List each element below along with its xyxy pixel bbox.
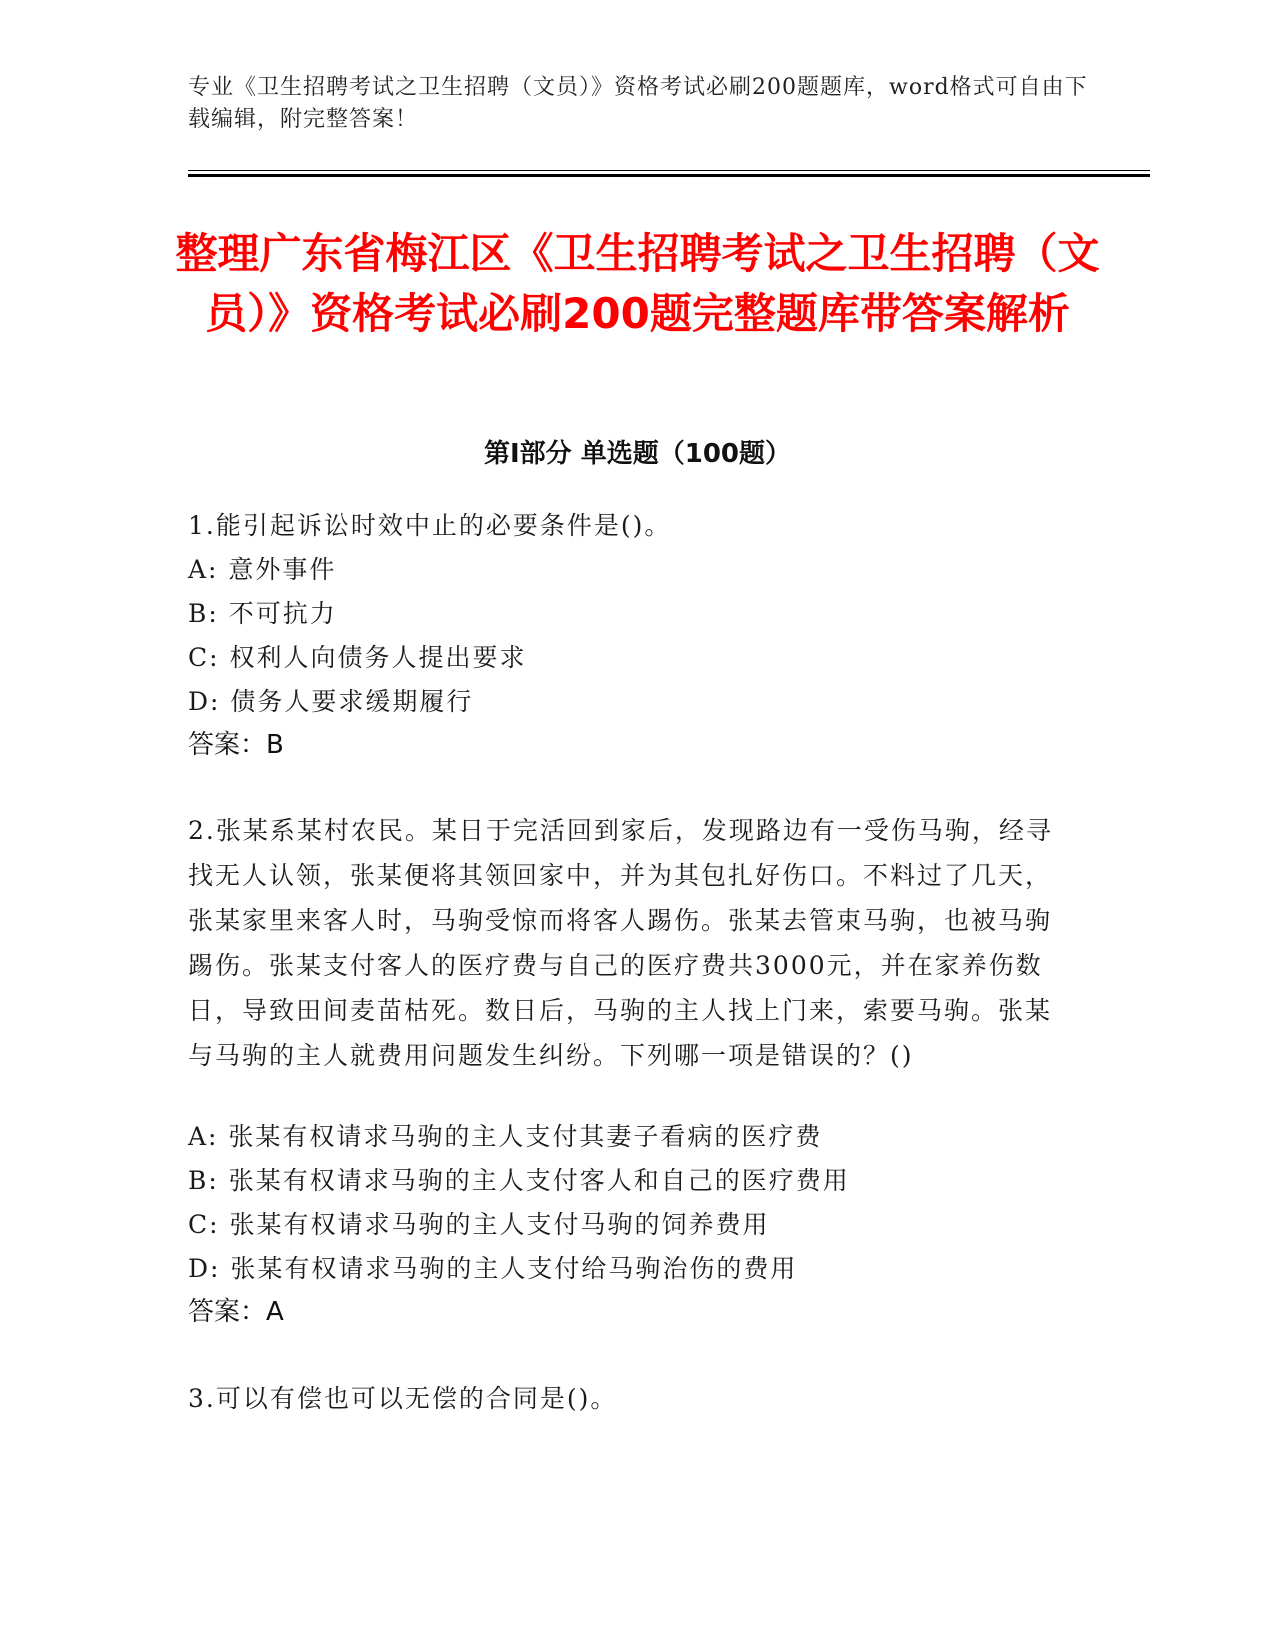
header-divider-thick: [188, 174, 1150, 177]
question-1-option-a: A: 意外事件: [188, 555, 337, 584]
question-1-option-b: B: 不可抗力: [188, 599, 337, 628]
question-2-option-b: B: 张某有权请求马驹的主人支付客人和自己的医疗费用: [188, 1166, 850, 1195]
question-1-stem: 1.能引起诉讼时效中止的必要条件是()。: [188, 511, 672, 540]
document-title: 整理广东省梅江区《卫生招聘考试之卫生招聘（文员）》资格考试必刷200题完整题库带答案解析: [175, 229, 1100, 338]
section-title: 第Ⅰ部分 单选题（100题）: [484, 439, 791, 469]
question-2-answer: 答案：A: [188, 1297, 284, 1327]
question-2-option-c: C: 张某有权请求马驹的主人支付马驹的饲养费用: [188, 1210, 770, 1239]
header-divider-thin: [188, 170, 1150, 171]
question-2-option-d: D: 张某有权请求马驹的主人支付给马驹治伤的费用: [188, 1254, 798, 1283]
question-1-option-d: D: 债务人要求缓期履行: [188, 687, 474, 716]
question-1-option-c: C: 权利人向债务人提出要求: [188, 643, 527, 672]
question-2-option-a: A: 张某有权请求马驹的主人支付其妻子看病的医疗费: [188, 1122, 823, 1151]
question-3-stem: 3.可以有偿也可以无偿的合同是()。: [188, 1384, 618, 1413]
question-2-stem: 2.张某系某村农民。某日于完活回到家后，发现路边有一受伤马驹，经寻找无人认领，张某便将其领回家中，并为其包扎好伤口。不料过了几天，张某家里来客人时，马驹受惊而将客人踢伤。张某去管束马驹，也被马驹踢伤。张某支付客人的医疗费与自己的医疗费共3000元，并在家养伤数日，导致田间麦苗枯死。数日后，马驹的主人找上门来，索要马驹。张某与马驹的主人就费用问题发生纠纷。下列哪一项是错误的？(): [188, 816, 1053, 1070]
question-1-answer: 答案：B: [188, 730, 284, 760]
header-note: 专业《卫生招聘考试之卫生招聘（文员）》资格考试必刷200题题库，word格式可自由下载编辑，附完整答案！: [188, 75, 1088, 132]
